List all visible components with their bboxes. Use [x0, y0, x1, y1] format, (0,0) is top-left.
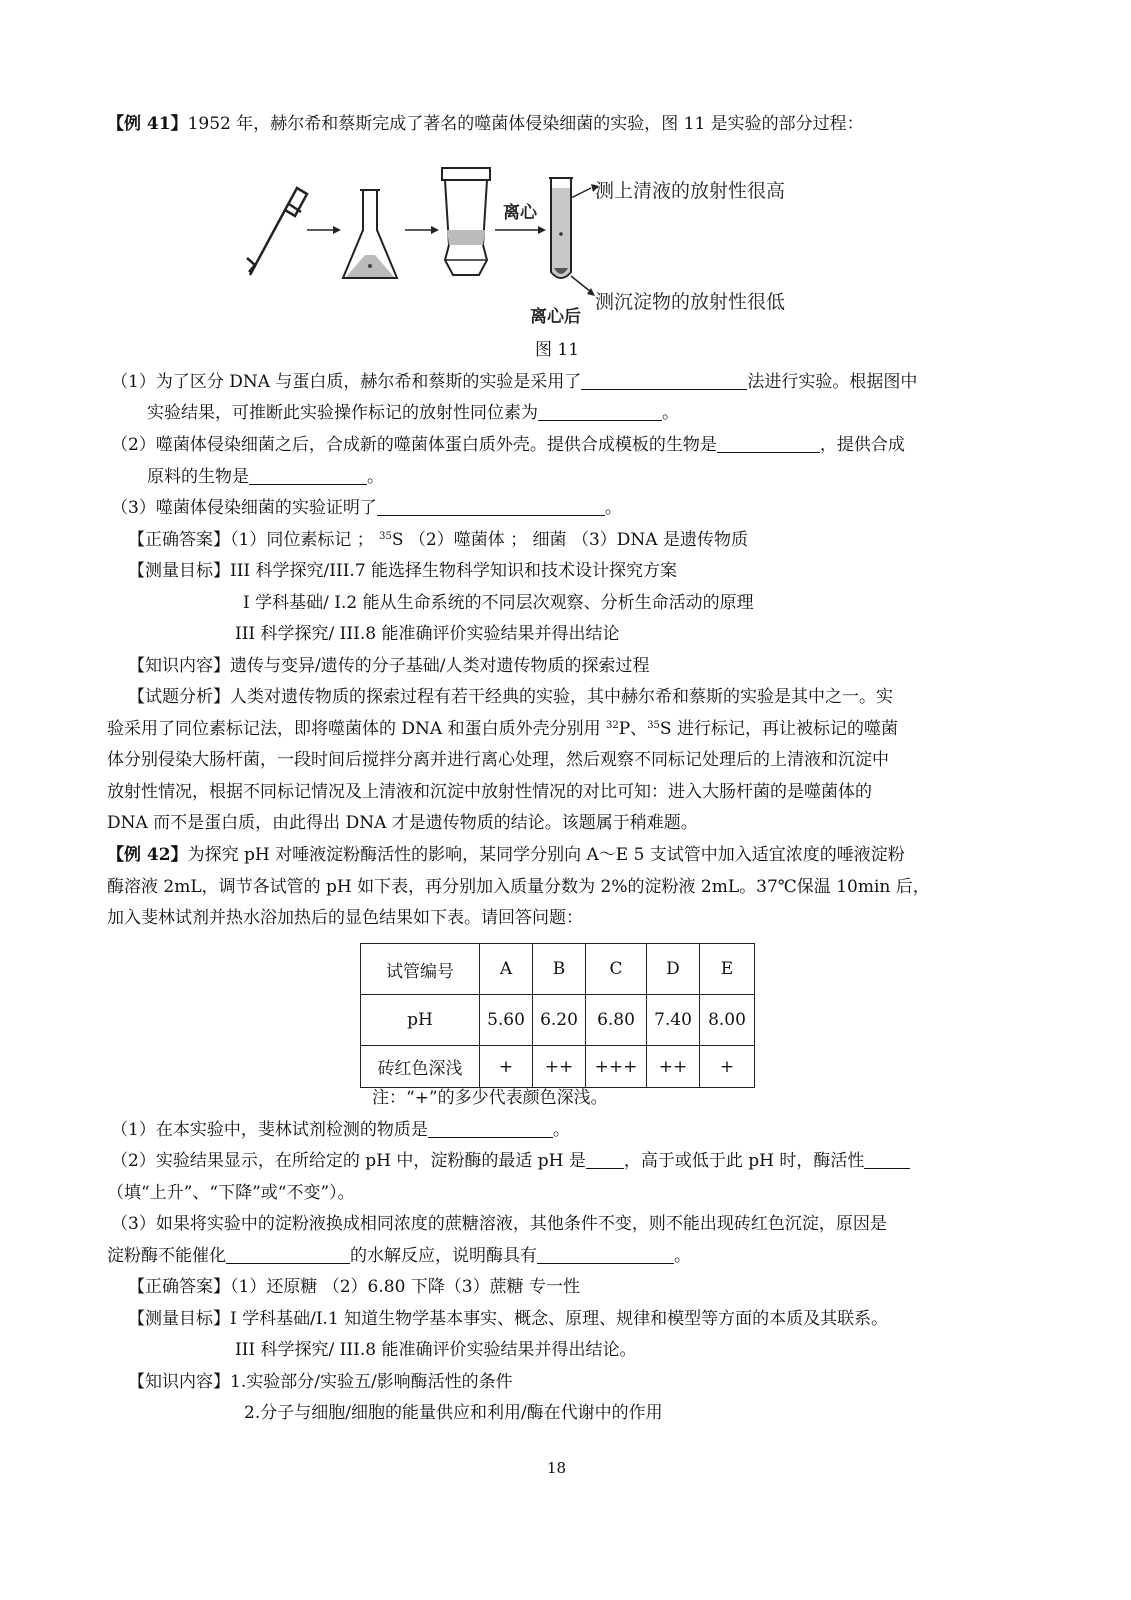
answer-label: 【正确答案】	[128, 530, 230, 550]
superscript: 35	[647, 720, 660, 731]
answer-text: S （2）噬菌体 ； 细菌 （3）DNA 是遗传物质	[391, 530, 748, 550]
table-cell: 6.80	[586, 995, 647, 1046]
ex42-intro-line1	[107, 844, 905, 866]
analysis-text: 人类对遗传物质的探索过程有若干经典的实验，其中赫尔希和蔡斯的实验是其中之一。实	[230, 687, 893, 707]
ex41-analysis-line2	[107, 718, 898, 740]
ex41-analysis-line3: 体分别侵染大肠杆菌，一段时间后搅拌分离并进行离心处理，然后观察不同标记处理后的上清液和沉淀中	[107, 750, 889, 770]
table-cell: 7.40	[647, 995, 700, 1046]
goal-label: 【测量目标】	[128, 1309, 230, 1329]
table-cell: 8.00	[700, 995, 755, 1046]
ex41-q1-text: 。	[662, 403, 679, 423]
ex42-q3-text: 的水解反应，说明酶具有	[350, 1246, 537, 1266]
ex42-q1-line	[111, 1119, 570, 1141]
superscript: 32	[606, 720, 619, 731]
supernatant-label: 测上清液的放射性很高	[595, 180, 786, 202]
answer-blank	[249, 468, 367, 485]
goal-text: III 科学探究/III.7 能选择生物科学知识和技术设计探究方案	[230, 561, 678, 581]
answer-blank	[226, 1247, 350, 1264]
blender-icon	[442, 168, 490, 275]
ex41-q2-text: ，提供合成	[819, 435, 905, 455]
ex42-q2-line2: （填“上升”、“下降”或“不变”）。	[107, 1183, 355, 1203]
knowledge-label: 【知识内容】	[128, 1372, 230, 1392]
ex41-analysis-line1	[128, 686, 893, 708]
ex42-knowledge1	[128, 1371, 513, 1393]
table-cell: 试管编号	[361, 944, 480, 995]
ex41-intro-line	[107, 113, 864, 135]
ex41-q1-text: （1）为了区分 DNA 与蛋白质，赫尔希和蔡斯的实验是采用了	[111, 372, 582, 392]
ex41-q3-text: （3）噬菌体侵染细菌的实验证明了	[111, 498, 377, 518]
table-cell: E	[700, 944, 755, 995]
table-cell: +	[700, 1046, 755, 1088]
answer-blank	[428, 1121, 553, 1138]
page-number: 18	[547, 1459, 567, 1477]
table-cell: B	[533, 944, 586, 995]
table-cell: D	[647, 944, 700, 995]
ex42-heading: 【例 42】	[107, 845, 188, 865]
sediment-label: 测沉淀物的放射性很低	[595, 291, 786, 313]
ex42-answer	[128, 1276, 580, 1298]
ex42-goal1	[128, 1308, 888, 1330]
table-cell: 5.60	[480, 995, 533, 1046]
ex41-q2-text: 。	[367, 467, 384, 487]
phage-experiment-diagram	[245, 160, 805, 335]
table-row	[361, 944, 755, 995]
figure-11	[245, 160, 805, 335]
ex41-heading: 【例 41】	[107, 114, 188, 134]
ex41-q1-line1	[111, 371, 917, 393]
arrow-icon	[405, 226, 439, 234]
ex41-goal1	[128, 560, 677, 582]
ex42-q3-text: 。	[674, 1246, 691, 1266]
table-cell: 6.20	[533, 995, 586, 1046]
ex42-q3-line1: （3）如果将实验中的淀粉液换成相同浓度的蔗糖溶液，其他条件不变，则不能出现砖红色沉淀，原因是	[111, 1214, 887, 1234]
ex42-intro: 为探究 pH 对唾液淀粉酶活性的影响，某同学分别向 A～E 5 支试管中加入适宜浓度的唾液淀粉	[187, 845, 905, 865]
ex42-q2-text: ，高于或低于此 pH 时，酶活性	[623, 1151, 865, 1171]
table-cell: ++	[647, 1046, 700, 1088]
table-cell: +	[480, 1046, 533, 1088]
centrifuge-label: 离心	[503, 203, 537, 223]
table-cell: +++	[586, 1046, 647, 1088]
knowledge-label: 【知识内容】	[128, 656, 230, 676]
top-pointer	[571, 188, 591, 198]
table-note: 注：“+”的多少代表颜色深浅。	[372, 1088, 608, 1108]
ex41-q2-line2	[147, 466, 384, 488]
ex41-analysis-line4: 放射性情况，根据不同标记情况及上清液和沉淀中放射性情况的对比可知：进入大肠杆菌的是噬菌体的	[107, 782, 872, 802]
ex42-intro-line2: 酶溶液 2mL，调节各试管的 pH 如下表，再分别加入质量分数为 2%的淀粉液 2mL。37℃保温 10min 后，	[107, 877, 930, 897]
knowledge-text: 遗传与变异/遗传的分子基础/人类对遗传物质的探索过程	[230, 656, 650, 676]
ex42-knowledge2: 2.分子与细胞/细胞的能量供应和利用/酶在代谢中的作用	[244, 1403, 663, 1423]
ex41-q2-text: 原料的生物是	[147, 467, 249, 487]
arrow-icon	[307, 226, 341, 234]
ex42-goal2: III 科学探究/ III.8 能准确评价实验结果并得出结论。	[235, 1340, 637, 1360]
analysis-text: P、	[618, 719, 648, 739]
ex42-intro-line3: 加入斐林试剂并热水浴加热后的显色结果如下表。请回答问题：	[107, 908, 583, 928]
ex42-q1-text: 。	[552, 1120, 570, 1140]
analysis-label: 【试题分析】	[128, 687, 230, 707]
answer-text: （1）同位素标记 ；	[230, 530, 374, 550]
bottom-pointer	[571, 276, 591, 292]
ex42-q3-text: 淀粉酶不能催化	[107, 1246, 226, 1266]
phage-icon	[247, 188, 307, 275]
table-row	[361, 1046, 755, 1088]
ex41-goal2: I 学科基础/ I.2 能从生命系统的不同层次观察、分析生命活动的原理	[243, 593, 754, 613]
ex41-answer	[128, 529, 748, 551]
ex41-goal3: III 科学探究/ III.8 能准确评价实验结果并得出结论	[235, 624, 620, 644]
ex41-knowledge	[128, 655, 649, 677]
analysis-text: S 进行标记，再让被标记的噬菌	[659, 719, 898, 739]
table-cell: pH	[361, 995, 480, 1046]
ex42-q2-text: （2）实验结果显示，在所给定的 pH 中，淀粉酶的最适 pH 是	[111, 1151, 586, 1171]
ex42-q1-text: （1）在本实验中，斐林试剂检测的物质是	[111, 1120, 428, 1140]
table-cell: A	[480, 944, 533, 995]
answer-label: 【正确答案】	[128, 1277, 230, 1297]
table-cell: 砖红色深浅	[361, 1046, 480, 1088]
ex41-intro: 1952 年，赫尔希和蔡斯完成了著名的噬菌体侵染细菌的实验，图 11 是实验的部分过程：	[187, 114, 864, 134]
table-cell: C	[586, 944, 647, 995]
ex41-analysis-line5: DNA 而不是蛋白质，由此得出 DNA 才是遗传物质的结论。该题属于稍难题。	[107, 813, 698, 833]
ex41-q1-line2	[147, 402, 679, 424]
answer-text: （1）还原糖 （2）6.80 下降（3）蔗糖 专一性	[230, 1277, 581, 1297]
ex41-q3-text: 。	[604, 498, 622, 518]
goal-label: 【测量目标】	[128, 561, 230, 581]
ex42-q3-line2	[107, 1245, 691, 1267]
figure-caption: 图 11	[535, 340, 580, 360]
ex42-q2-line1	[111, 1150, 910, 1172]
answer-blank	[538, 404, 662, 421]
ex41-q2-text: （2）噬菌体侵染细菌之后，合成新的噬菌体蛋白质外壳。提供合成模板的生物是	[111, 435, 717, 455]
analysis-text: 验采用了同位素标记法，即将噬菌体的 DNA 和蛋白质外壳分别用	[107, 719, 606, 739]
answer-blank	[586, 1152, 624, 1169]
test-tube-icon	[549, 178, 573, 278]
ex41-q1-text: 法进行实验。根据图中	[747, 372, 918, 392]
ex41-q1-text: 实验结果，可推断此实验操作标记的放射性同位素为	[147, 403, 538, 423]
answer-blank	[377, 499, 605, 516]
results-table	[360, 943, 755, 1088]
answer-blank	[581, 373, 747, 390]
answer-blank	[537, 1247, 674, 1264]
knowledge-text: 1.实验部分/实验五/影响酶活性的条件	[230, 1372, 513, 1392]
superscript: 35	[379, 531, 392, 542]
table-row	[361, 995, 755, 1046]
answer-blank	[717, 436, 820, 453]
flask-icon	[343, 190, 397, 278]
ex41-q3-line	[111, 497, 622, 519]
table-cell: ++	[533, 1046, 586, 1088]
after-centrifuge-label: 离心后	[530, 307, 581, 327]
goal-text: I 学科基础/I.1 知道生物学基本事实、概念、原理、规律和模型等方面的本质及其联系。	[230, 1309, 889, 1329]
ex41-q2-line1	[111, 434, 905, 456]
centrifuge-arrow	[495, 226, 546, 234]
answer-blank	[864, 1152, 910, 1169]
